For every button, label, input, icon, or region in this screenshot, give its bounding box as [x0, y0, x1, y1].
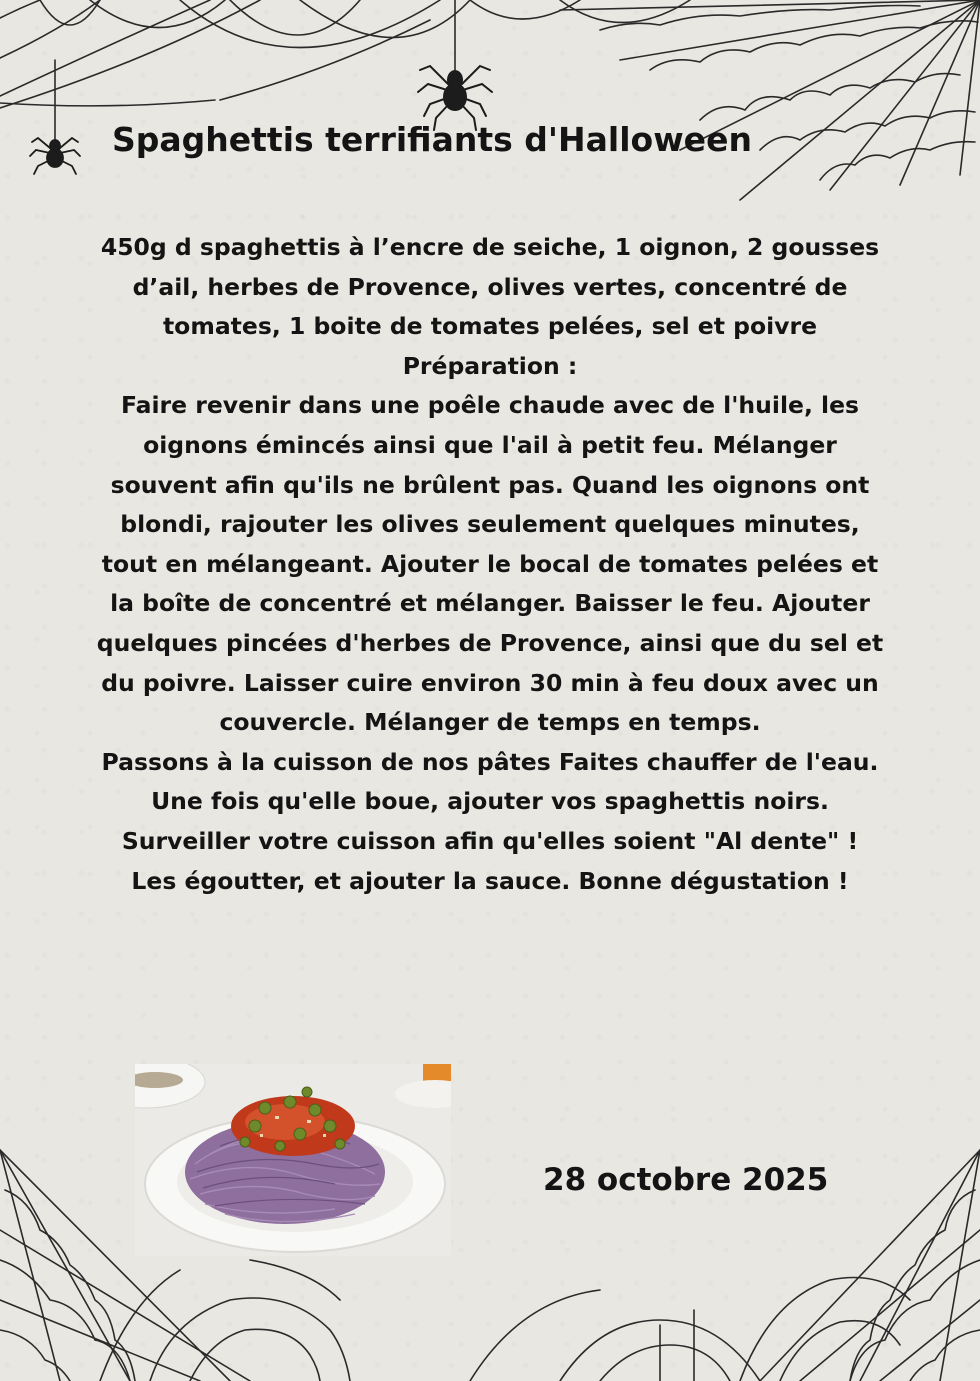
spaghetti-photo: [135, 1064, 451, 1256]
pasta-cooking-steps: Passons à la cuisson de nos pâtes Faites chauffer de l'eau. Une fois qu'elle boue, ajouter vos spaghettis noirs. Surveiller votre cuisson afin qu'elles soient "Al dente" ! Les égoutter, et ajouter la sauce. Bonne dégustation !: [101, 747, 879, 895]
recipe-date: 28 octobre 2025: [543, 1162, 829, 1198]
preparation-steps: Faire revenir dans une poêle chaude avec de l'huile, les oignons émincés ainsi que l'ail à petit feu. Mélanger souvent afin qu'ils ne brûlent pas. Quand les oignons ont blondi, rajouter les olives seulement quelques minutes, tout en mélangeant. Ajouter le bocal de tomates pelées et la boîte de concentré et mélanger. Baisser le feu. Ajouter quelques pincées d'herbes de Provence, ainsi que du sel et du poivre. Laisser cuire environ 30 min à feu doux avec un couvercle. Mélanger de temps en temps.: [96, 391, 884, 737]
ingredients-text: 450g d spaghettis à l’encre de seiche, 1 oignon, 2 gousses d’ail, herbes de Provence, olives vertes, concentré de tomates, 1 boite de tomates pelées, sel et poivre: [100, 233, 880, 341]
recipe-title: Spaghettis terrifiants d'Halloween: [112, 120, 752, 159]
preparation-heading: Préparation :: [402, 351, 578, 380]
recipe-body: [96, 228, 884, 901]
